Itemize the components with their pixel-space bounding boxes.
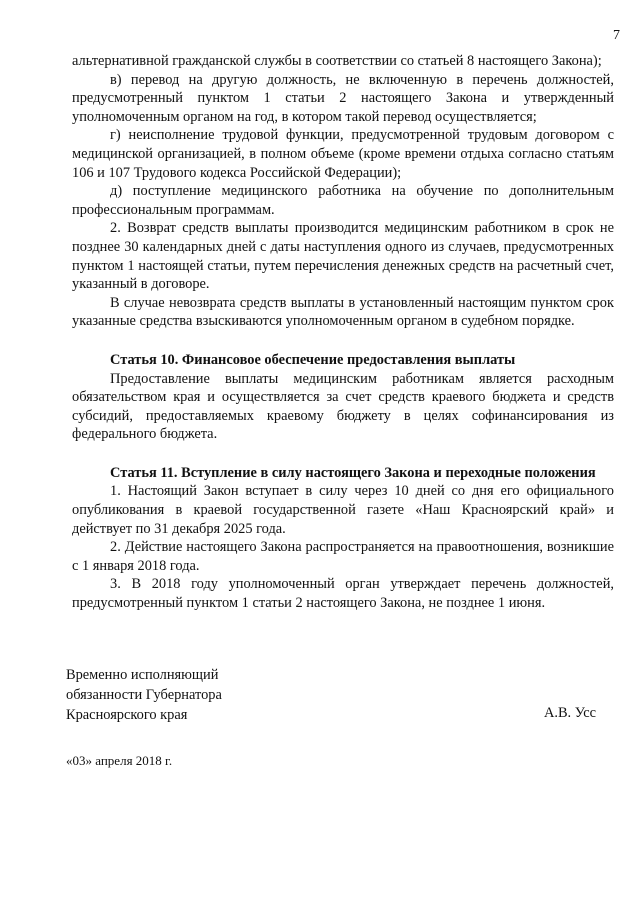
signatory-name: А.В. Усс [543, 705, 596, 721]
signature-title-line: обязанности Губернатора [66, 687, 222, 703]
signature-title-line: Красноярского края [66, 707, 188, 723]
signature-title-line: Временно исполняющий [66, 667, 219, 683]
paragraph: альтернативной гражданской службы в соответствии со статьей 8 настоящего Закона); [72, 53, 602, 69]
page-number: 7 [613, 28, 620, 43]
clause-2-continuation: В случае невозврата средств выплаты в установленный настоящим пунктом срок указанные средства взыскиваются уполномоченным органом в судебном порядке. [72, 294, 614, 330]
item-v: в) перевод на другую должность, не включенную в перечень должностей, предусмотренный пунктом 1 статьи 2 настоящего Закона и утвержденный уполномоченным органом на год, в котором такой перевод осуществляется; [72, 71, 614, 125]
article-11-clause-1: 1. Настоящий Закон вступает в силу через 10 дней со дня его официального опубликования в краевой государственной газете «Наш Красноярский край» и действует по 31 декабря 2025 года. [72, 483, 614, 537]
item-d: д) поступление медицинского работника на обучение по дополнительным профессиональным программам. [72, 183, 614, 218]
item-g: г) неисполнение трудовой функции, предусмотренной трудовым договором с медицинской организацией, в полном объеме (кроме времени отдыха согласно статьям 106 и 107 Трудового кодекса Российской Федерации); [72, 127, 614, 181]
clause-2: 2. Возврат средств выплаты производится медицинским работником в срок не позднее 30 календарных дней с даты наступления одного из случаев, предусмотренных пунктом 1 настоящей статьи, путем перечисления денежных средств на расчетный счет, указанный в договоре. [72, 220, 614, 293]
article-11-heading: Статья 11. Вступление в силу настоящего Закона и переходные положения [110, 464, 596, 481]
document-body [72, 52, 614, 613]
article-11-clause-2: 2. Действие настоящего Закона распространяется на правоотношения, возникшие с 1 января 2018 года. [72, 539, 614, 574]
article-10-heading: Статья 10. Финансовое обеспечение предоставления выплаты [110, 351, 516, 368]
article-11-clause-3: 3. В 2018 году уполномоченный орган утверждает перечень должностей, предусмотренный пунктом 1 статьи 2 настоящего Закона, не позднее 1 июня. [72, 576, 614, 612]
document-date: «03» апреля 2018 г. [66, 753, 173, 768]
article-10-text: Предоставление выплаты медицинским работникам является расходным обязательством края и осуществляется за счет средств краевого бюджета и средств субсидий, предоставляемых краевому бюджету в целях софинансирования из федерального бюджета. [72, 370, 614, 443]
signature-title-block [66, 665, 222, 725]
